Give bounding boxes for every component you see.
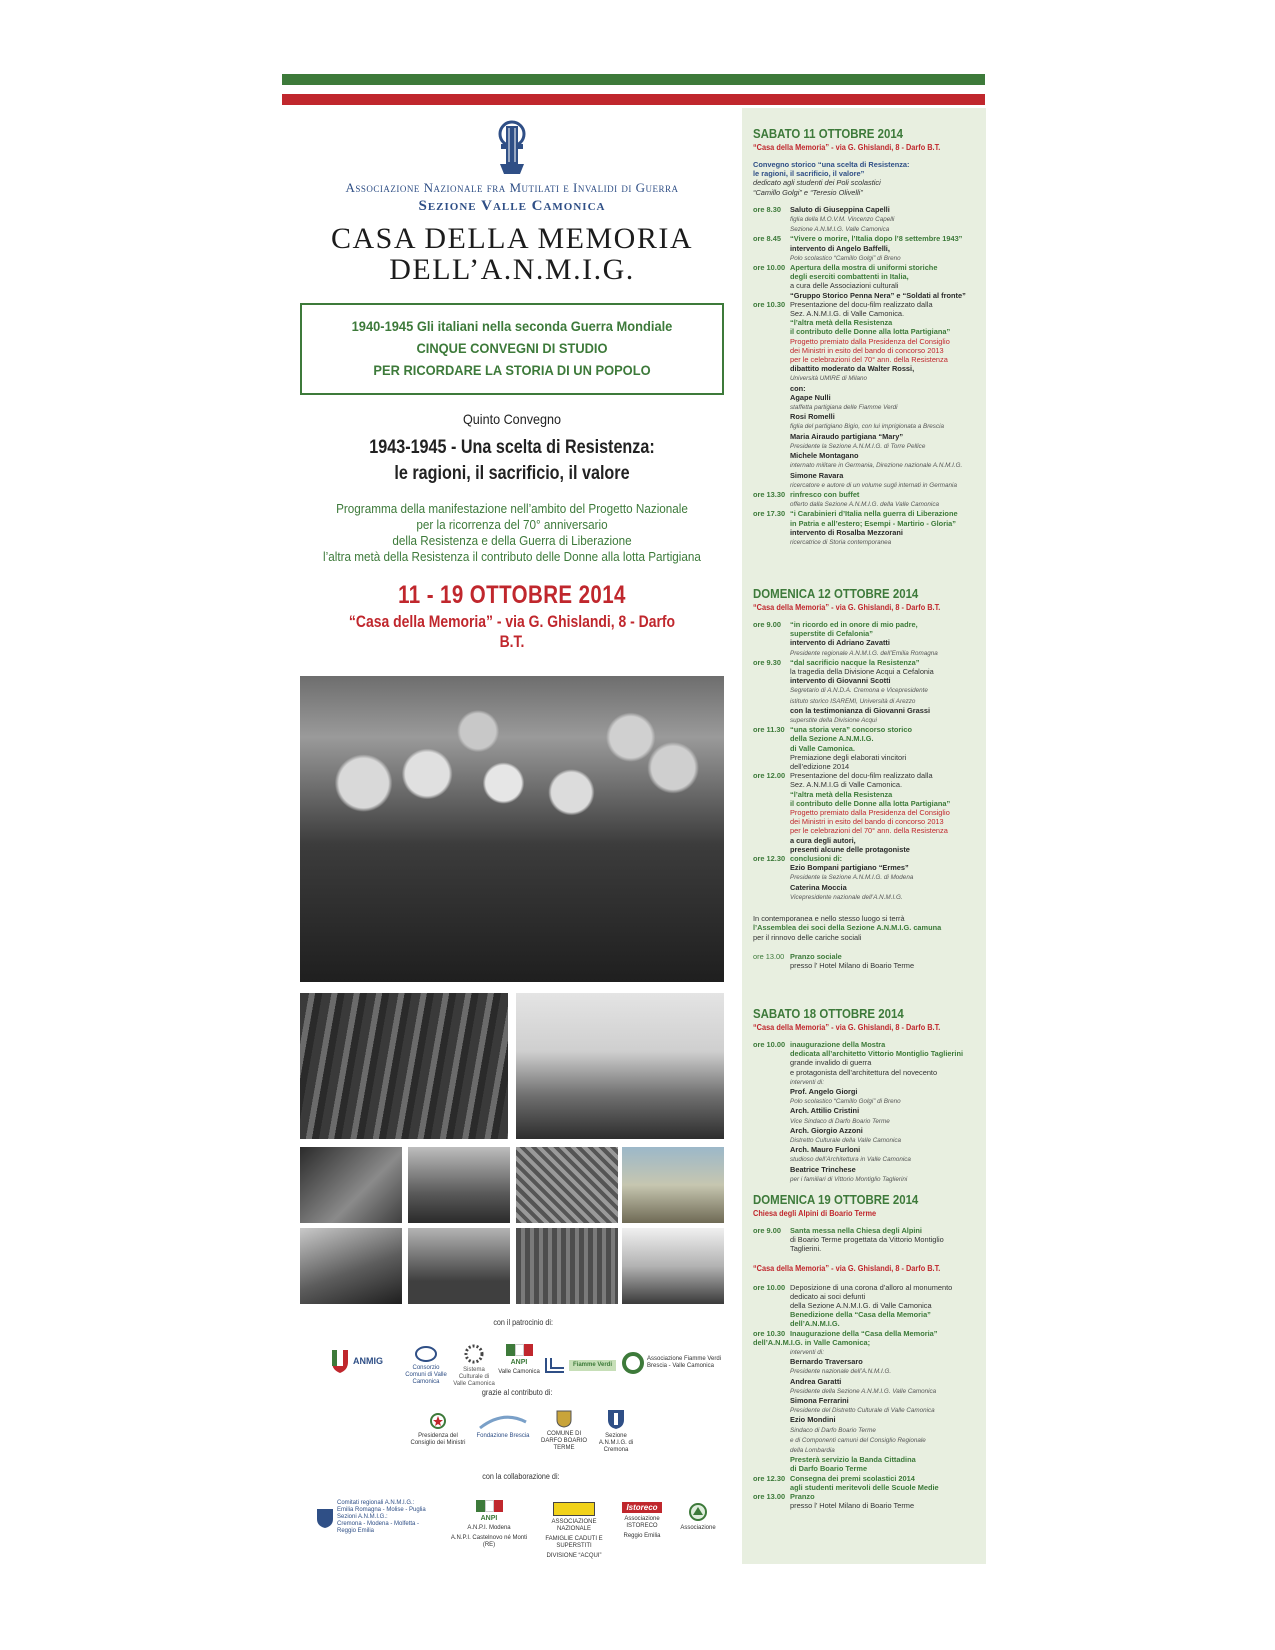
event-title: dell’A.N.M.I.G. <box>790 1319 840 1329</box>
time: ore 13.00 <box>753 951 785 961</box>
event-detail: Progetto premiato dalla Presidenza del Consiglio <box>790 336 950 346</box>
event-title: conclusioni di: <box>790 854 843 864</box>
intro-line: le ragioni, il sacrificio, il valore” <box>753 169 865 179</box>
event-title: Santa messa nella Chiesa degli Alpini <box>790 1226 922 1235</box>
comitati-line3: Sezioni A.N.M.I.G.: <box>337 1514 388 1520</box>
photo-small-2 <box>408 1147 510 1223</box>
event-title: della Sezione A.N.M.I.G. <box>790 734 874 744</box>
consorzio-text: Consorzio Comuni di Valle Camonica <box>405 1365 447 1385</box>
main-photo-partisan-women <box>300 676 724 982</box>
schedule-item <box>753 725 983 771</box>
event-detail: interventi di: <box>790 1349 824 1357</box>
patrocinio-label: con il patrocinio di: <box>493 1318 553 1327</box>
photo-small-6 <box>408 1228 510 1304</box>
event-detail: Sezione A.N.M.I.G. Valle Camonica <box>790 226 890 234</box>
schedule-item <box>753 620 983 658</box>
event-title: Presentazione del docu-film realizzato dalla <box>790 771 933 781</box>
event-detail: offerto dalla Sezione A.N.M.I.G. della Valle Camonica <box>790 501 939 509</box>
day-venue: Chiesa degli Alpini di Boario Terme <box>753 1209 877 1218</box>
schedule-item <box>753 1474 983 1492</box>
logo-anmig-cremona <box>594 1408 638 1454</box>
series-line1: 1940-1945 Gli italiani nella seconda Guerra Mondiale <box>351 318 673 334</box>
speaker-role: della Lombardia <box>790 1447 835 1455</box>
event-detail: a cura delle Associazioni culturali <box>790 281 899 291</box>
convegno-title-line2: le ragioni, il sacrificio, il valore <box>394 463 630 484</box>
day-heading: DOMENICA 19 OTTOBRE 2014 <box>753 1192 919 1207</box>
comune-crest-icon <box>556 1408 572 1428</box>
flag-stripe-red <box>282 94 985 105</box>
schedule-item <box>753 1283 983 1329</box>
time: ore 12.30 <box>753 1473 786 1483</box>
time: ore 12.00 <box>753 771 786 781</box>
sistema-culturale-text: Sistema Culturale di Valle Camonica <box>453 1367 495 1387</box>
speaker-name: Beatrice Trinchese <box>790 1164 856 1174</box>
day-domenica-12 <box>753 586 983 970</box>
event-detail: dei Ministri in esito del bando di concorso 2013 <box>790 345 944 355</box>
speaker-name: Caterina Moccia <box>790 882 847 892</box>
schedule-item <box>753 1040 983 1184</box>
event-detail: Segretario di A.N.D.A. Cremona e Vicepresidente <box>790 687 928 695</box>
logo-fiamme-verdi-milano <box>544 1356 616 1374</box>
event-title: Pranzo sociale <box>790 951 842 961</box>
schedule-item <box>753 234 983 263</box>
intro-line: dedicato agli studenti dei Poli scolastici <box>753 178 881 188</box>
logo-sistema-culturale <box>452 1344 496 1388</box>
event-detail: Sez. A.N.M.I.G. di Valle Camonica. <box>790 309 905 319</box>
left-column <box>300 118 724 652</box>
collaborazione-label: con la collaborazione di: <box>482 1472 560 1481</box>
convegno-label: Quinto Convegno <box>462 411 562 427</box>
day-domenica-19 <box>753 1192 983 1510</box>
day-venue: “Casa della Memoria” - via G. Ghislandi, 8 - Darfo B.T. <box>753 1023 941 1032</box>
acqui-line1: ASSOCIAZIONE NAZIONALE <box>551 1519 597 1532</box>
event-title: superstite di Cefalonia” <box>790 629 873 639</box>
logo-fondazione <box>472 1414 534 1440</box>
logo-anpi-valle-camonica <box>498 1344 540 1376</box>
event-title: dell’A.N.M.I.G. in Valle Camonica; <box>753 1337 871 1347</box>
event-title: “in ricordo ed in onore di mio padre, <box>790 620 918 629</box>
logo-anpi-modena <box>446 1500 532 1549</box>
event-title: agli studenti meritevoli delle Scuole Medie <box>790 1482 939 1492</box>
time: ore 13.30 <box>753 489 786 499</box>
day-venue: “Casa della Memoria” - via G. Ghislandi, 8 - Darfo B.T. <box>753 143 941 152</box>
schedule-item <box>753 300 983 490</box>
event-title: “l’altra metà della Resistenza <box>790 789 893 799</box>
anpi-modena-flag-icon <box>476 1500 503 1512</box>
speaker-name: Arch. Mauro Furloni <box>790 1145 861 1155</box>
contributo-label: grazie al contributo di: <box>481 1388 553 1397</box>
speaker-role: per i familiari di Vittorio Montiglio Taglierini <box>790 1175 908 1183</box>
event-dates: 11 - 19 OTTOBRE 2014 <box>398 581 626 609</box>
series-line3: PER RICORDARE LA STORIA DI UN POPOLO <box>373 362 651 378</box>
anpi-modena-logo-text: ANPI <box>480 1515 498 1522</box>
acqui-banner-icon <box>553 1502 595 1516</box>
event-title: “Vivere o morire, l’Italia dopo l’8 settembre 1943” <box>790 234 963 244</box>
comitati-line4: Cremona - Modena - Molfetta - Reggio Emilia <box>337 1521 420 1534</box>
event-title: “i Carabinieri d’Italia nella guerra di Liberazione <box>790 509 958 519</box>
main-title-line2: DELL’A.N.M.I.G. <box>389 253 635 286</box>
speaker-name: Bernardo Traversaro <box>790 1357 863 1367</box>
event-detail: Premiazione degli elaborati vincitori <box>790 752 907 762</box>
photo-small-7 <box>516 1228 618 1304</box>
programma-line: della Resistenza e della Guerra di Liberazione <box>392 533 632 548</box>
speaker-role: Polo scolastico “Camillo Golgi” di Breno <box>790 1098 901 1106</box>
speaker-name: Arch. Attilio Cristini <box>790 1106 860 1116</box>
schedule-item <box>753 1226 983 1254</box>
event-title: di Valle Camonica. <box>790 743 855 753</box>
con-label: con: <box>790 383 806 393</box>
photo-small-5 <box>300 1228 402 1304</box>
photo-partisans-group <box>300 993 508 1139</box>
logo-associazione-round <box>680 1502 716 1532</box>
event-detail: della Sezione A.N.M.I.G. di Valle Camonica <box>790 1301 932 1311</box>
associazione-fiamme-verdi-text: Associazione Fiamme Verdi Brescia - Valle Camonica <box>647 1356 722 1369</box>
programma-text <box>321 501 703 565</box>
event-venue: “Casa della Memoria” - via G. Ghislandi, 8 - Darfo B.T. <box>348 612 676 651</box>
time: ore 11.30 <box>753 725 785 735</box>
speaker-role: Sindaco di Darfo Boario Terme <box>790 1426 876 1434</box>
event-detail: per le celebrazioni del 70° ann. della Resistenza <box>790 355 948 365</box>
logo-comitati-regionali <box>316 1500 436 1535</box>
speaker-name: Simona Ferrarini <box>790 1396 849 1406</box>
event-detail: per le celebrazioni del 70° ann. della Resistenza <box>790 826 948 836</box>
day-heading: SABATO 18 OTTOBRE 2014 <box>753 1006 904 1021</box>
speaker-role: ricercatore e autore di un volume sugli internati in Germania <box>790 481 957 489</box>
event-detail: di Boario Terme progettata da Vittorio Montiglio <box>790 1235 944 1245</box>
photo-small-1 <box>300 1147 402 1223</box>
schedule-item <box>753 263 983 300</box>
schedule-item <box>753 952 983 970</box>
main-title-line1: CASA DELLA MEMORIA <box>330 222 694 255</box>
speaker-name: Agape Nulli <box>790 392 831 402</box>
schedule-item <box>753 509 983 547</box>
event-detail: e protagonista dell’architettura del novecento <box>790 1067 938 1077</box>
speaker-role: Vicepresidente nazionale dell’A.N.M.I.G. <box>790 893 903 901</box>
round-association-icon <box>688 1502 708 1522</box>
logo-famiglie-acqui <box>534 1502 614 1560</box>
speaker-role: studioso dell’Architettura in Valle Camonica <box>790 1156 911 1164</box>
schedule-item <box>753 854 983 902</box>
speaker-role: figlia del partigiano Bigio, con lui imprigionata a Brescia <box>790 423 945 431</box>
anmig-emblem-icon <box>492 118 532 176</box>
event-title: Pranzo <box>790 1492 815 1502</box>
assembly-note: per il rinnovo delle cariche sociali <box>753 932 862 942</box>
event-detail: a cura degli autori, <box>790 835 856 845</box>
logo-associazione-fiamme-verdi <box>622 1352 722 1374</box>
fondazione-swoosh-icon <box>478 1414 528 1430</box>
event-detail: Progetto premiato dalla Presidenza del Consiglio <box>790 808 950 818</box>
event-detail: dell’edizione 2014 <box>790 762 850 772</box>
time: ore 10.30 <box>753 299 786 309</box>
event-title: “una storia vera” concorso storico <box>790 725 912 735</box>
event-title: inaugurazione della Mostra <box>790 1040 886 1049</box>
comitati-line1: Comitati regionali A.N.M.I.G.: <box>337 1500 415 1506</box>
photo-small-8 <box>622 1228 724 1304</box>
anpi-valle-text: Valle Camonica <box>498 1369 540 1375</box>
day-heading: DOMENICA 12 OTTOBRE 2014 <box>753 586 919 601</box>
speaker-name: Michele Montagano <box>790 451 859 461</box>
speaker-role: Presidente della Sezione A.N.M.I.G. Valle Camonica <box>790 1387 937 1395</box>
time: ore 9.00 <box>753 620 781 629</box>
anpi-modena-text: A.N.P.I. Modena <box>467 1525 511 1531</box>
event-detail: dedicato ai soci defunti <box>790 1291 866 1301</box>
time: ore 10.30 <box>753 1328 786 1338</box>
programma-line: per la ricorrenza del 70° anniversario <box>416 517 608 532</box>
event-title: in Patria e all’estero; Esempi - Martirio - Gloria” <box>790 518 956 528</box>
speaker-role: e di Componenti camuni del Consiglio Regionale <box>790 1436 926 1444</box>
speaker-role: internato militare in Germania, Direzione nazionale A.N.M.I.G. <box>790 462 963 470</box>
speaker-name: Simone Ravara <box>790 470 844 480</box>
event-title: rinfresco con buffet <box>790 489 860 499</box>
fondazione-text: Fondazione Brescia <box>476 1433 530 1439</box>
logo-comune-darfo <box>536 1408 592 1452</box>
day-sabato-18 <box>753 1006 983 1184</box>
intro-line: Convegno storico “una scelta di Resistenza: <box>753 160 910 169</box>
event-speaker: intervento di Adriano Zavatti <box>790 638 890 648</box>
convegno-title-line1: 1943-1945 - Una scelta di Resistenza: <box>369 437 655 458</box>
consorzio-icon <box>415 1346 437 1362</box>
time: ore 8.30 <box>753 204 781 214</box>
event-title: dedicata all’architetto Vittorio Montiglio Taglierini <box>790 1049 964 1059</box>
anmig-shield-icon <box>330 1348 350 1374</box>
acqui-line2: FAMIGLIE CADUTI E SUPERSTITI <box>545 1536 603 1549</box>
programma-line: l’altra metà della Resistenza il contributo delle Donne alla lotta Partigiana <box>323 549 701 564</box>
speaker-role: Presidente la Sezione A.N.M.I.G. di Modena <box>790 874 914 882</box>
event-detail: “Gruppo Storico Penna Nera” e “Soldati al fronte” <box>790 290 966 300</box>
event-detail: presenti alcune delle protagoniste <box>790 844 910 854</box>
event-detail: figlia della M.O.V.M. Vincenzo Capelli <box>790 216 895 224</box>
event-speaker: intervento di Rosalba Mezzorani <box>790 527 903 537</box>
fiamme-verdi-text: Fiamme Verdi <box>569 1360 616 1371</box>
anpi-text: ANPI <box>510 1359 528 1366</box>
anpi-castelnovo-text: A.N.P.I. Castelnovo né Monti (RE) <box>450 1535 528 1548</box>
event-detail: Polo scolastico “Camillo Golgi” di Breno <box>790 254 901 262</box>
assembly-note: l’Assemblea dei soci della Sezione A.N.M.I.G. camuna <box>753 923 942 933</box>
schedule-item <box>753 658 983 725</box>
speaker-role: Presidente del Distretto Culturale di Valle Camonica <box>790 1407 935 1415</box>
series-line2: CINQUE CONVEGNI DI STUDIO <box>416 340 608 356</box>
event-detail: ricercatrice di Storia contemporanea <box>790 538 892 546</box>
time: ore 12.30 <box>753 854 786 864</box>
photo-woman-kneeling <box>516 993 724 1139</box>
photo-small-4 <box>622 1147 724 1223</box>
assembly-note: In contemporanea e nello stesso luogo si terrà <box>753 914 905 924</box>
time: ore 9.00 <box>753 1226 781 1235</box>
event-detail: Università UMIRE di Milano <box>790 375 867 383</box>
italian-republic-emblem-icon <box>429 1412 447 1430</box>
comitati-shield-icon <box>316 1507 334 1529</box>
main-title <box>300 223 724 285</box>
speaker-name: Andrea Garatti <box>790 1376 842 1386</box>
logo-presidenza-consiglio <box>406 1412 470 1447</box>
schedule-item <box>753 1492 983 1510</box>
convegno-title <box>332 435 692 487</box>
event-speaker: intervento di Angelo Baffelli, <box>790 243 890 253</box>
event-title: il contributo delle Donne alla lotta Partigiana” <box>790 798 951 808</box>
presidenza-text: Presidenza del Consiglio dei Ministri <box>410 1433 466 1446</box>
event-speaker: dibattito moderato da Walter Rossi, <box>790 364 915 374</box>
day-venue-2: “Casa della Memoria” - via G. Ghislandi, 8 - Darfo B.T. <box>753 1263 941 1273</box>
event-detail: la tragedia della Divisione Acqui a Cefalonia <box>790 667 934 677</box>
event-title: il contributo delle Donne alla lotta Partigiana” <box>790 327 951 337</box>
time: ore 10.00 <box>753 1282 786 1292</box>
fiamme-verdi-wreath-icon <box>622 1352 644 1374</box>
speaker-role: Distretto Culturale della Valle Camonica <box>790 1137 902 1145</box>
time: ore 9.30 <box>753 657 781 667</box>
logo-istoreco <box>616 1502 668 1540</box>
photo-small-3 <box>516 1147 618 1223</box>
speaker-role: Presidente nazionale dell’A.N.M.I.G. <box>790 1368 892 1376</box>
speaker-name: Prof. Angelo Giorgi <box>790 1087 858 1097</box>
day-sabato-11 <box>753 126 983 547</box>
speaker-name: Ezio Mondini <box>790 1415 836 1425</box>
istoreco-city-text: Reggio Emilia <box>623 1533 661 1539</box>
flag-stripe-green <box>282 74 985 85</box>
time: ore 13.00 <box>753 1492 786 1502</box>
speaker-role: staffetta partigiana delle Fiamme Verdi <box>790 404 898 412</box>
band-note: Presterà servizio la Banda Cittadina <box>790 1455 916 1465</box>
schedule-item <box>753 1329 983 1338</box>
event-title: Deposizione di una corona d’alloro al monumento <box>790 1282 953 1292</box>
speaker-role: Presidente la Sezione A.N.M.I.G. di Torre Pellice <box>790 442 926 450</box>
anmig-logo-text: ANMIG <box>353 1355 383 1366</box>
event-title: Presentazione del docu-film realizzato dalla <box>790 299 933 309</box>
band-note: di Darfo Boario Terme <box>790 1464 868 1474</box>
event-detail: Presidente regionale A.N.M.I.G. dell’Emilia Romagna <box>790 649 938 657</box>
speaker-name: Ezio Bompani partigiano “Ermes” <box>790 863 909 873</box>
time: ore 10.00 <box>753 1040 786 1049</box>
schedule-item <box>753 205 983 235</box>
series-box <box>300 303 724 395</box>
day-heading: SABATO 11 OTTOBRE 2014 <box>753 126 904 141</box>
event-speaker: intervento di Giovanni Scotti <box>790 676 891 686</box>
event-detail: grande invalido di guerra <box>790 1058 872 1068</box>
schedule-item <box>753 490 983 509</box>
event-detail: dei Ministri in esito del bando di concorso 2013 <box>790 817 944 827</box>
flag-stripe-white <box>282 85 985 94</box>
schedule-item <box>753 771 983 854</box>
logo-consorzio <box>402 1346 450 1386</box>
time: ore 10.00 <box>753 263 786 273</box>
event-title: Saluto di Giuseppina Capelli <box>790 204 890 214</box>
speaker-role: Vice Sindaco di Darfo Boario Terme <box>790 1117 890 1125</box>
sistema-culturale-icon <box>464 1344 484 1364</box>
association-name: Associazione Nazionale fra Mutilati e Invalidi di Guerra <box>345 180 679 195</box>
event-detail: Sez. A.N.M.I.G di Valle Camonica. <box>790 780 902 790</box>
time: ore 17.30 <box>753 509 786 519</box>
intro-line: “Camillo Golgi” e “Teresio Olivelli” <box>753 187 863 197</box>
event-detail: presso l’ Hotel Milano di Boario Terme <box>790 960 915 970</box>
event-detail: Taglierini. <box>790 1244 822 1254</box>
acqui-line3: DIVISIONE “ACQUI” <box>546 1553 602 1559</box>
event-detail: presso l’ Hotel Milano di Boario Terme <box>790 1501 915 1511</box>
event-title: Benedizione della “Casa della Memoria” <box>790 1310 931 1320</box>
section-name: Sezione Valle Camonica <box>418 198 606 214</box>
event-title: degli eserciti combattenti in Italia, <box>790 272 909 282</box>
round-association-text: Associazione <box>680 1525 716 1531</box>
comitati-line2: Emilia Romagna - Molise - Puglia <box>337 1507 426 1513</box>
event-detail: interventi di: <box>790 1078 824 1086</box>
anmig-cremona-shield-icon <box>607 1408 625 1430</box>
event-title: Apertura della mostra di uniformi storiche <box>790 263 938 273</box>
anmig-cremona-text: Sezione A.N.M.I.G. di Cremona <box>598 1433 634 1453</box>
comune-text: COMUNE DI DARFO BOARIO TERME <box>540 1431 587 1451</box>
programma-line: Programma della manifestazione nell’ambito del Progetto Nazionale <box>336 501 688 516</box>
istoreco-text: Associazione ISTORECO <box>624 1516 660 1529</box>
event-title: “dal sacrificio nacque la Resistenza” <box>790 657 920 667</box>
fiamme-verdi-box-icon <box>544 1356 566 1374</box>
time: ore 8.45 <box>753 234 781 244</box>
event-title: Inaugurazione della “Casa della Memoria” <box>790 1328 938 1338</box>
event-speaker: con la testimonianza di Giovanni Grassi <box>790 705 931 715</box>
speaker-name: Maria Airaudo partigiana “Mary” <box>790 431 904 441</box>
anpi-flag-icon <box>506 1344 533 1356</box>
logo-anmig <box>330 1348 383 1374</box>
day-venue: “Casa della Memoria” - via G. Ghislandi, 8 - Darfo B.T. <box>753 603 941 612</box>
event-detail: istituto storico ISAREMI, Università di Arezzo <box>790 697 916 705</box>
event-title: “l’altra metà della Resistenza <box>790 318 893 328</box>
event-title: Consegna dei premi scolastici 2014 <box>790 1473 915 1483</box>
speaker-name: Arch. Giorgio Azzoni <box>790 1125 863 1135</box>
istoreco-logo-text: Istoreco <box>622 1502 661 1513</box>
event-detail: superstite della Divisione Acqui <box>790 717 877 725</box>
speaker-name: Rosi Romelli <box>790 412 835 422</box>
